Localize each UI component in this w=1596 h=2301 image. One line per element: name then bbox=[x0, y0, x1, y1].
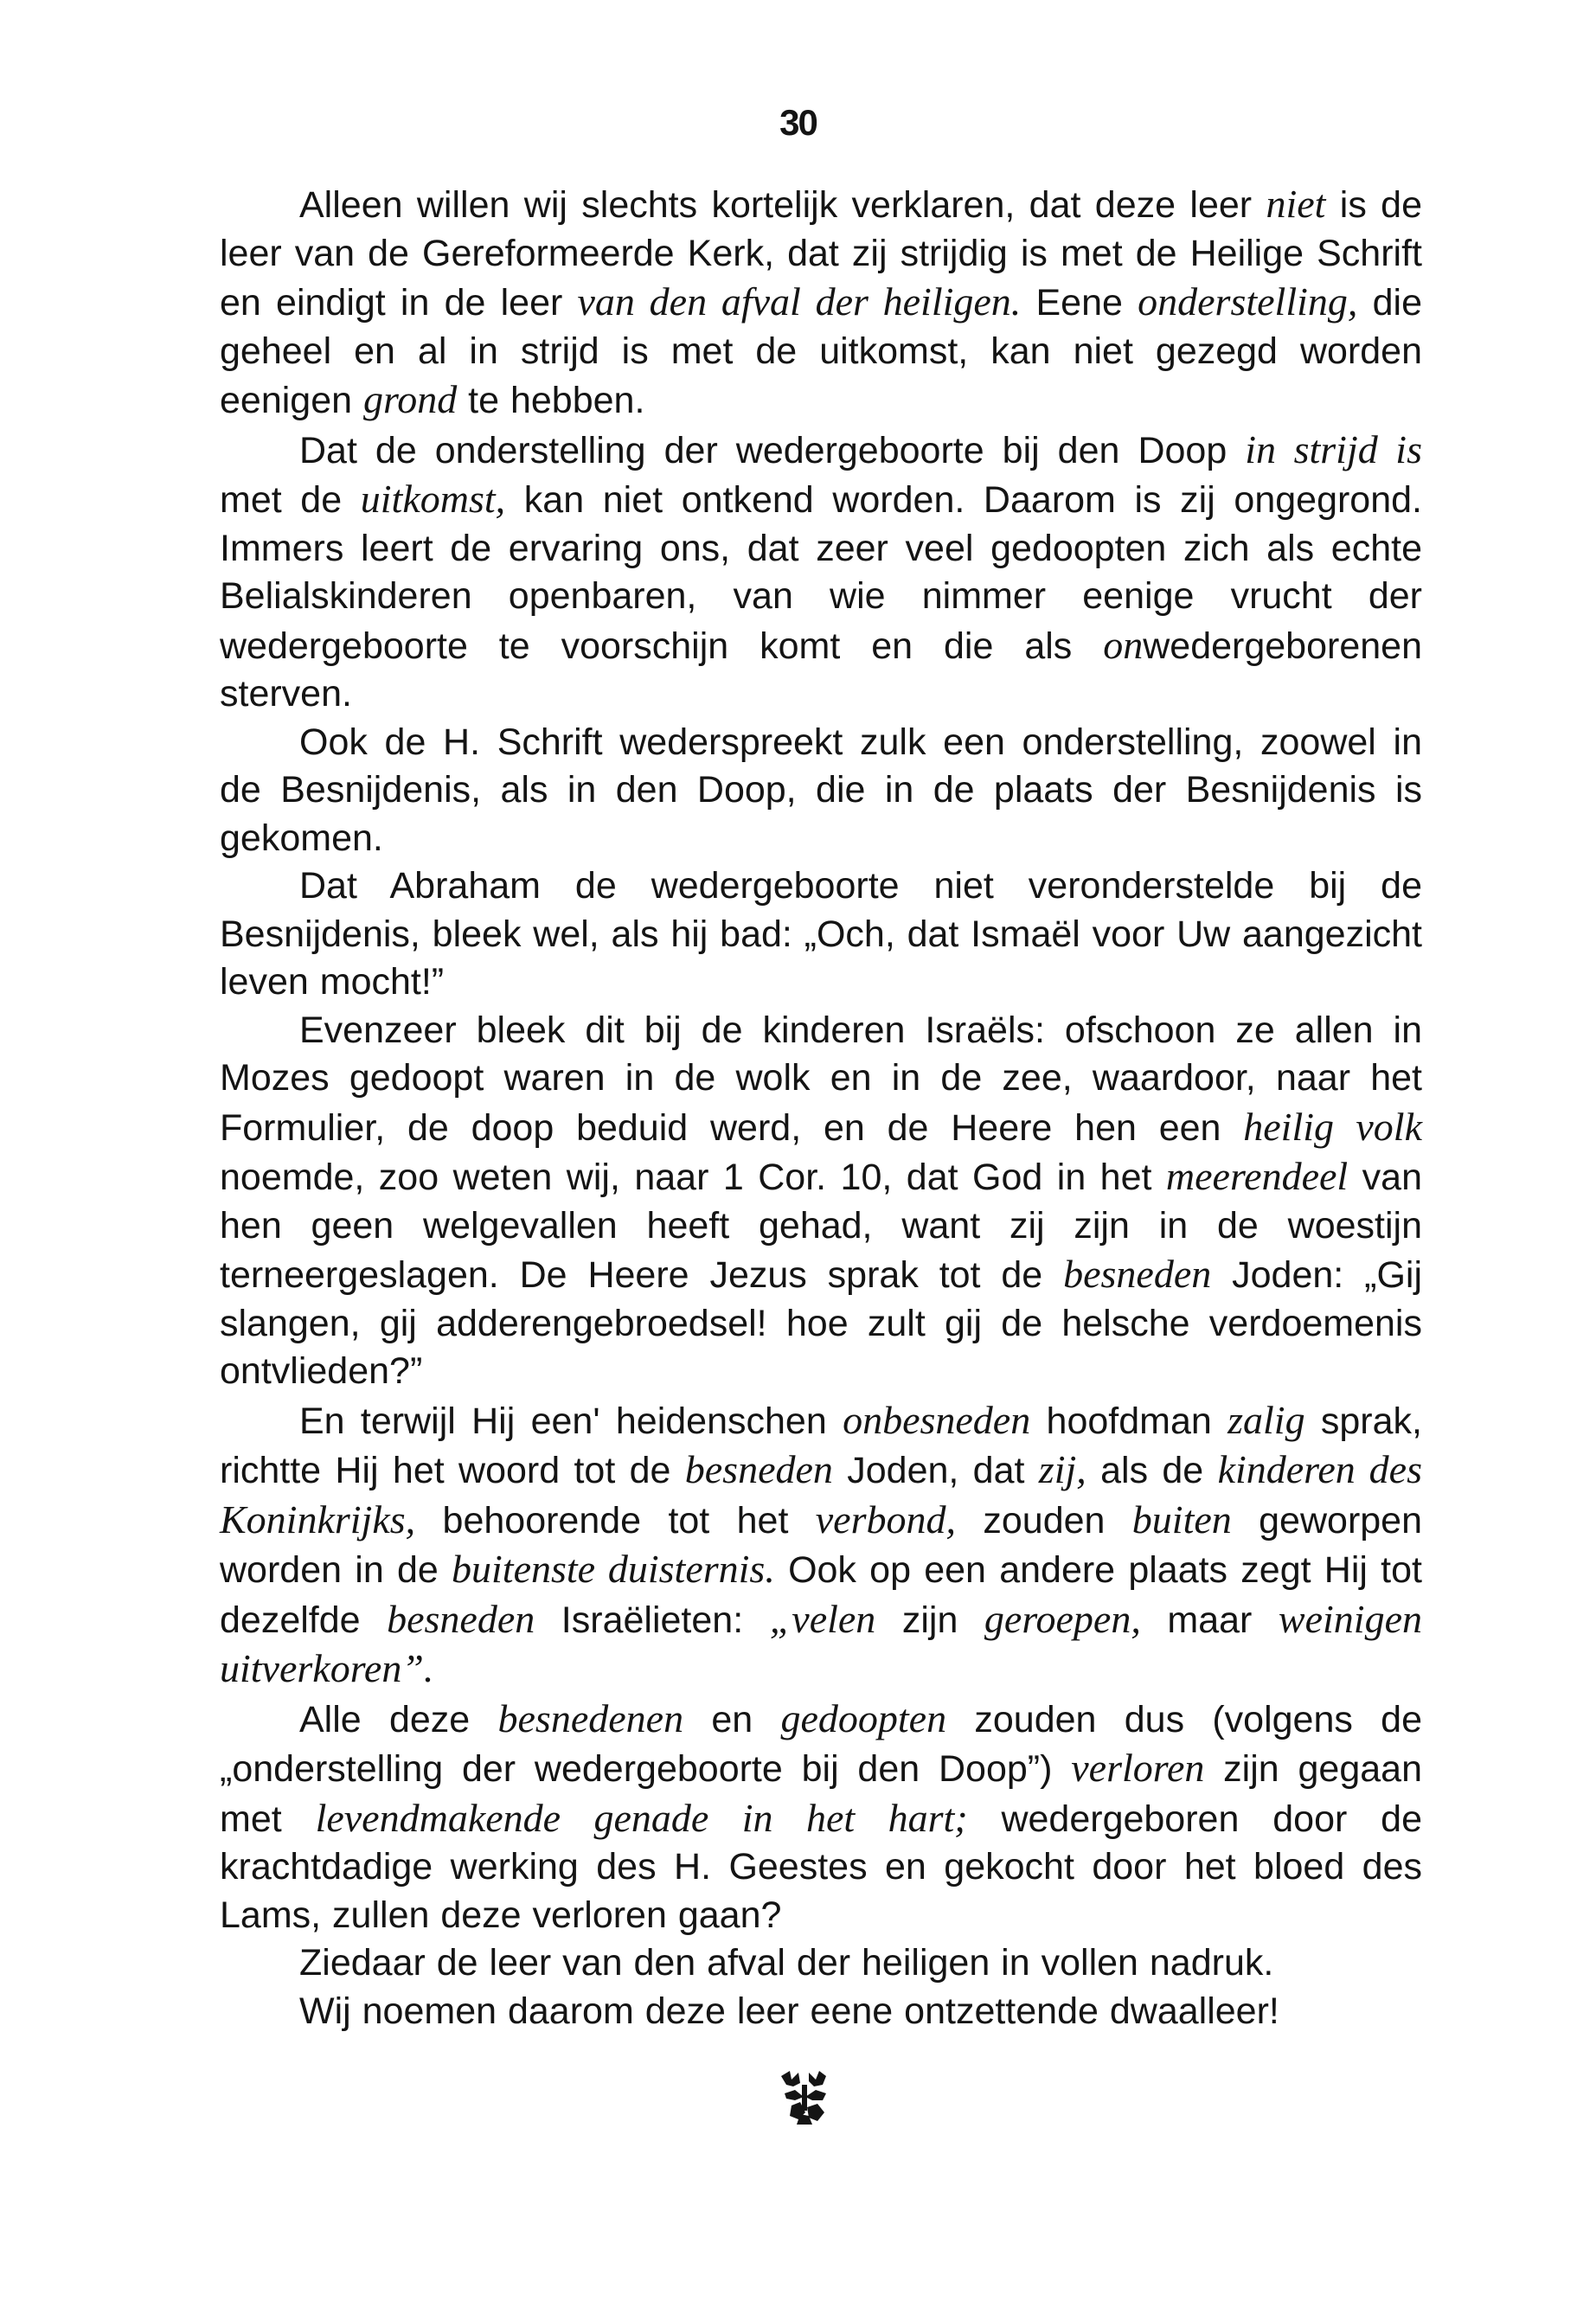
text-run: noemde, zoo weten wij, naar 1 Cor. 10, dat God in het bbox=[220, 1157, 1166, 1198]
text-run: Israëlieten: bbox=[535, 1599, 770, 1641]
italic-emphasis: in strijd is bbox=[1245, 426, 1422, 471]
text-run: maar bbox=[1140, 1599, 1279, 1641]
text-run: Eene bbox=[1021, 282, 1138, 324]
paragraph bbox=[220, 180, 1422, 426]
text-run: Wij noemen daarom deze leer eene ontzettende dwaalleer! bbox=[299, 1990, 1279, 2032]
italic-emphasis: besneden bbox=[387, 1596, 535, 1641]
text-run: Evenzeer bleek dit bij de kinderen Israëls: ofschoon ze allen in Mozes gedoopt waren in de wolk en in de zee, waardoor, naar het Formulier, de doop beduid werd, en de Heere hen een bbox=[220, 1009, 1422, 1149]
text-run: sprak, richtte Hij het woord tot de bbox=[220, 1400, 1422, 1491]
body-text bbox=[220, 180, 1422, 2035]
italic-emphasis: onderstelling, bbox=[1138, 279, 1358, 324]
italic-emphasis: meerendeel bbox=[1165, 1154, 1349, 1198]
text-run: zijn bbox=[875, 1599, 984, 1641]
text-run: zouden bbox=[956, 1499, 1132, 1541]
italic-emphasis: „velen bbox=[769, 1596, 876, 1641]
text-run: zouden dus (volgens de „onderstelling der wedergeboorte bij den Doop”) bbox=[220, 1698, 1422, 1790]
italic-emphasis: zalig bbox=[1227, 1397, 1305, 1442]
text-run: hoofdman bbox=[1030, 1400, 1228, 1442]
italic-emphasis: buitenste duisternis. bbox=[452, 1547, 775, 1591]
text-run: Alleen willen wij slechts kortelijk verklaren, dat deze leer bbox=[299, 184, 1266, 226]
italic-emphasis: niet bbox=[1266, 182, 1326, 226]
paragraph bbox=[220, 1695, 1422, 1940]
text-run: En terwijl Hij een' heidenschen bbox=[299, 1400, 843, 1442]
paragraph bbox=[220, 1007, 1422, 1396]
text-run: Ook de H. Schrift wederspreekt zulk een onderstelling, zoowel in de Besnijdenis, als in den Doop, die in de plaats der Besnijdenis is gekomen. bbox=[220, 721, 1422, 859]
text-run: Ziedaar de leer van den afval der heiligen in vollen nadruk. bbox=[299, 1942, 1274, 1984]
page-number: 30 bbox=[779, 102, 817, 143]
paragraph bbox=[220, 862, 1422, 1007]
italic-emphasis: besneden bbox=[1063, 1252, 1212, 1296]
text-run: Alle deze bbox=[299, 1698, 498, 1740]
text-run: Ook op een andere plaats zegt Hij tot dezelfde bbox=[220, 1549, 1422, 1641]
text-run: geworpen worden in de bbox=[220, 1499, 1423, 1591]
paragraph bbox=[220, 719, 1422, 863]
italic-emphasis: buiten bbox=[1131, 1497, 1232, 1541]
italic-emphasis: grond bbox=[363, 377, 458, 421]
italic-emphasis: besnedenen bbox=[497, 1695, 684, 1740]
text-run: wedergeborenen sterven. bbox=[220, 625, 1422, 715]
text-run: met de bbox=[220, 479, 361, 521]
italic-emphasis: kinderen des Koninkrijks, bbox=[220, 1447, 1422, 1541]
text-run: en bbox=[683, 1698, 781, 1740]
text-run: zijn gegaan met bbox=[220, 1748, 1423, 1840]
text-run: is de leer van de Gereformeerde Kerk, dat zij strijdig is met de Heilige Schrift en eindigt in de leer bbox=[220, 184, 1422, 324]
italic-emphasis: uitkomst, bbox=[360, 477, 506, 521]
text-run: behoorende tot het bbox=[415, 1499, 816, 1541]
paragraph bbox=[220, 1939, 1422, 1988]
text-run: Dat Abraham de wedergeboorte niet veronderstelde bij de Besnijdenis, bleek wel, als hij bad: „Och, dat Ismaël voor Uw aangezicht leven mocht!” bbox=[220, 865, 1422, 1003]
italic-emphasis: heilig volk bbox=[1243, 1104, 1422, 1149]
text-run: Dat de onderstelling der wedergeboorte bij den Doop bbox=[299, 429, 1246, 471]
italic-emphasis: zij, bbox=[1038, 1447, 1086, 1491]
italic-emphasis: besneden bbox=[684, 1447, 833, 1491]
text-run: als de bbox=[1086, 1450, 1218, 1491]
italic-emphasis: verloren bbox=[1071, 1746, 1205, 1790]
paragraph bbox=[220, 1988, 1422, 2036]
text-run: Joden: „Gij slangen, gij adderengebroedsel! hoe zult gij de helsche verdoemenis ontvlieden?” bbox=[220, 1254, 1423, 1392]
text-run: kan niet ontkend worden. Daarom is zij ongegrond. Immers leert de ervaring ons, dat zeer veel gedoopten zich als echte Belialskinderen openbaren, van wie nimmer eenige vrucht der wedergeboorte te voorschijn komt en die als bbox=[220, 479, 1422, 667]
italic-emphasis: on bbox=[1103, 622, 1144, 667]
italic-emphasis: verbond, bbox=[815, 1497, 956, 1541]
italic-emphasis: onbesneden bbox=[843, 1397, 1031, 1442]
italic-emphasis: geroepen, bbox=[984, 1596, 1141, 1641]
paragraph bbox=[220, 1396, 1422, 1695]
fleuron-ornament-icon bbox=[774, 2067, 835, 2128]
text-run: die geheel en al in strijd is met de uitkomst, kan niet gezegd worden eenigen bbox=[220, 282, 1422, 421]
text-run: te hebben. bbox=[457, 380, 645, 421]
italic-emphasis: levendmakende genade in het hart; bbox=[315, 1795, 968, 1840]
italic-emphasis: weinigen uitverkoren”. bbox=[220, 1596, 1422, 1690]
paragraph bbox=[220, 426, 1422, 719]
italic-emphasis: van den afval der heiligen. bbox=[577, 279, 1022, 324]
text-run: wedergeboren door de krachtdadige werking des H. Geestes en gekocht door het bloed des Lams, zullen deze verloren gaan? bbox=[220, 1798, 1422, 1936]
italic-emphasis: gedoopten bbox=[780, 1695, 947, 1740]
text-run: Joden, dat bbox=[832, 1450, 1039, 1491]
text-run: van hen geen welgevallen heeft gehad, want zij zijn in de woestijn terneergeslagen. De Heere Jezus sprak tot de bbox=[220, 1157, 1422, 1296]
